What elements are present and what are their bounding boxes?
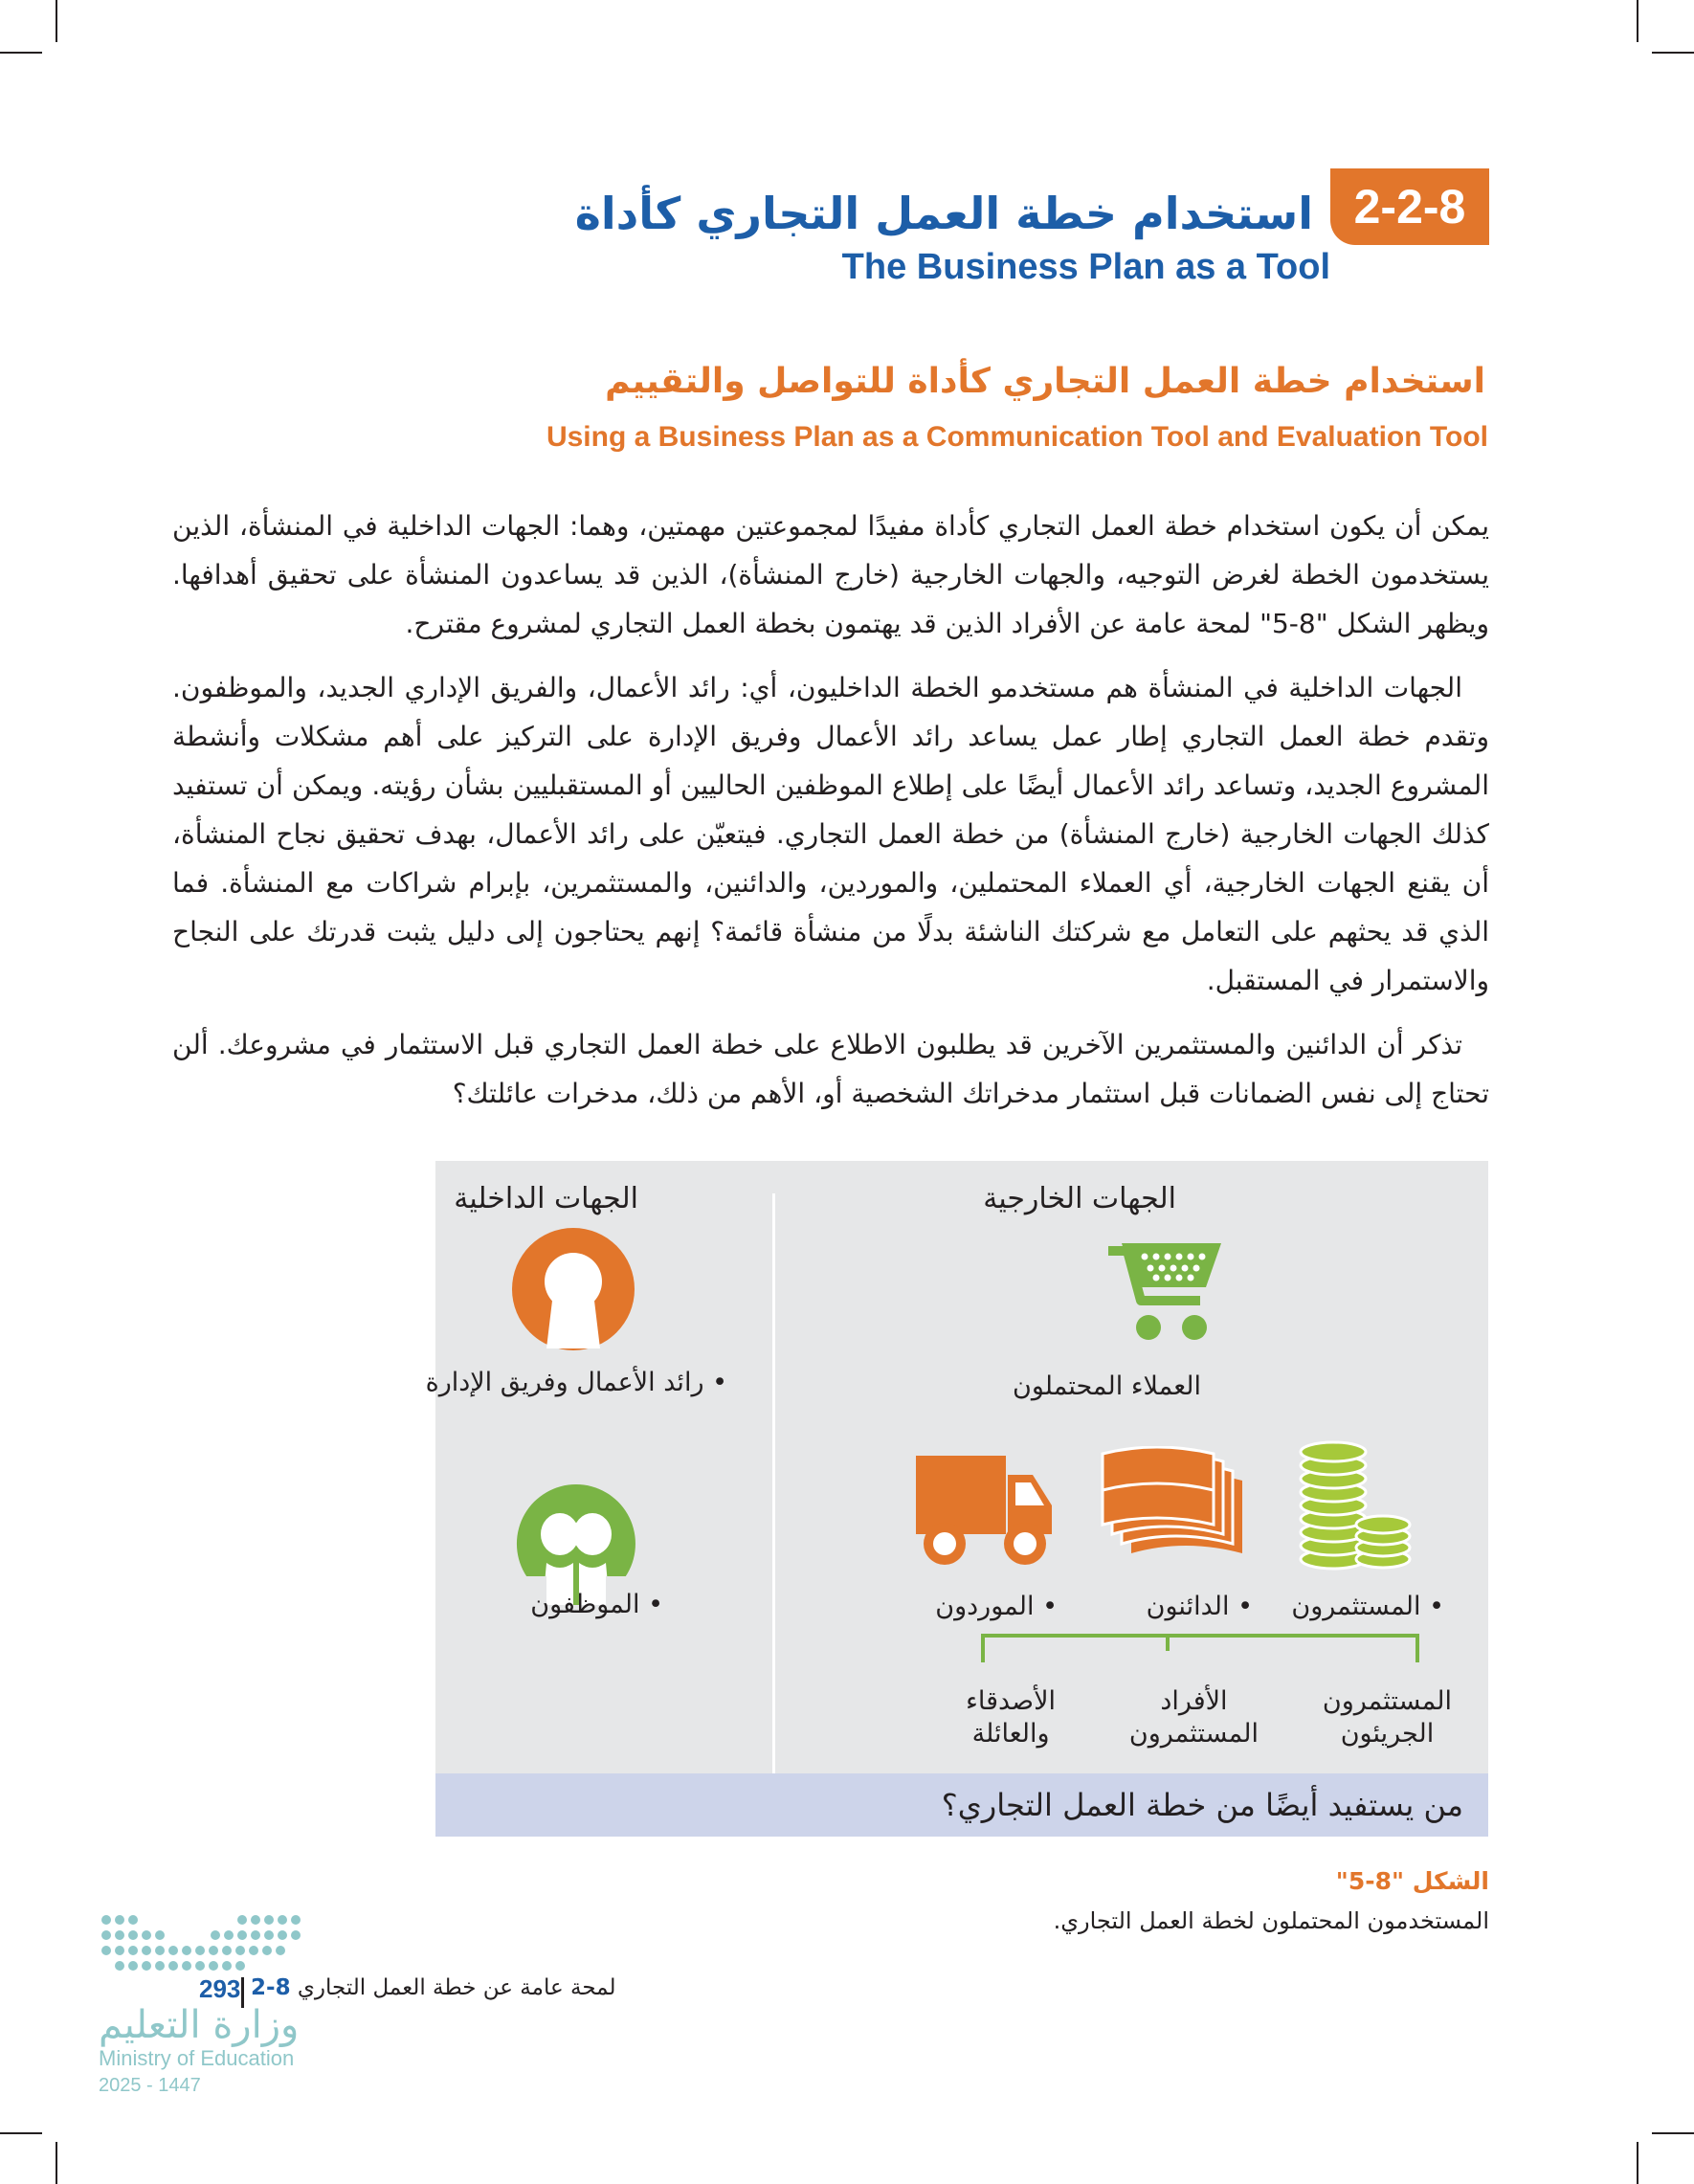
paragraph: تذكر أن الدائنين والمستثمرين الآخرين قد يطلبون الاطلاع على خطة العمل التجاري قبل الاستثمار في مشروعك. ألن تحتاج إلى نفس الضمانات قبل استثمار مدخراتك الشخصية أو، الأهم من ذلك، مدخرات عائلتك؟ [172,1029,1489,1109]
figure-divider [772,1193,775,1773]
figure-question-band: من يستفيد أيضًا من خطة العمل التجاري؟ [435,1773,1488,1837]
footer-chapter-number: 8-2 [251,1975,291,2000]
investor-type-line: المستثمرون [1128,1719,1259,1749]
crop-mark [1637,0,1638,42]
investor-bracket [981,1630,1421,1664]
internal-item-employees: • الموظفون [530,1590,663,1619]
banknotes-icon [1099,1446,1252,1565]
crop-mark [1652,52,1694,54]
ministry-year: 2025 - 1447 [99,2075,201,2096]
crop-mark [0,2132,42,2134]
subsection-title-en: Using a Business Plan as a Communication Tool and Evaluation Tool [546,421,1488,453]
external-item-creditors: • الدائنون [1146,1592,1253,1621]
internal-title: الجهات الداخلية [454,1182,638,1215]
paragraph: الجهات الداخلية في المنشأة هم مستخدمو الخطة الداخليون، أي: رائد الأعمال، والفريق الإداري الجديد، والموظفون. وتقدم خطة العمل التجاري إطار عمل يساعد رائد الأعمال وفريق الإدارة على التركيز على أهم مشكلات وأنشطة المشروع الجديد، وتساعد رائد الأعمال أيضًا على إطلاع الموظفين الحاليين أو المستقبليين بشأن رؤيته. ويمكن أن تستفيد كذلك الجهات الخارجية (خارج المنشأة) من خطة العمل التجاري. فيتعيّن على رائد الأعمال، بهدف تحقيق نجاح المنشأة، أن يقنع الجهات الخارجية، أي العملاء المحتملين، والموردين، والدائنين، والمستثمرين، بإبرام شراكات مع المنشأة. فما الذي قد يحثهم على التعامل مع شركتك الناشئة بدلًا من منشأة قائمة؟ إنهم يحتاجون إلى دليل يثبت قدرتك على النجاح والاستمرار في المستقبل. [172,672,1489,996]
truck-icon [914,1450,1056,1569]
crop-mark [56,2142,57,2184]
external-title: الجهات الخارجية [983,1182,1176,1215]
employees-icon [514,1481,638,1605]
section-title-ar: استخدام خطة العمل التجاري كأداة [574,188,1313,239]
investor-type-line: المستثمرون [1322,1686,1452,1716]
external-item-investors: • المستثمرون [1291,1592,1444,1621]
investor-type-line: الأصدقاء [966,1686,1056,1716]
entrepreneur-icon [510,1226,636,1352]
subsection-title-ar: استخدام خطة العمل التجاري كأداة للتواصل والتقييم [605,362,1485,401]
paragraph: يمكن أن يكون استخدام خطة العمل التجاري كأداة مفيدًا لمجموعتين مهمتين، وهما: الجهات الداخلية في المنشأة، الذين يستخدمون الخطة لغرض التوجيه، والجهات الخارجية (خارج المنشأة)، الذين قد يساعدون المنشأة على تحقيق أهدافها. ويظهر الشكل "8-5" لمحة عامة عن الأفراد الذين قد يهتمون بخطة العمل التجاري لمشروع مقترح. [172,510,1489,639]
ministry-name-en: Ministry of Education [99,2046,295,2070]
investor-type-individual [1129,1685,1259,1750]
external-item-suppliers: • الموردون [935,1592,1058,1621]
body-text [172,501,1489,1133]
shopping-cart-icon [1101,1239,1225,1343]
investor-type-friends-family [966,1685,1056,1750]
ministry-logo-dots [99,1912,305,1973]
section-number-badge: 2-2-8 [1330,168,1489,245]
customers-label: العملاء المحتملون [1013,1371,1201,1401]
investor-type-line: والعائلة [971,1719,1050,1749]
section-title-en: The Business Plan as a Tool [841,247,1330,287]
footer-chapter [251,1975,615,2000]
investor-type-venture [1323,1685,1452,1750]
page-number: 293 [199,1974,241,2003]
crop-mark [0,52,42,54]
coins-icon [1297,1438,1412,1572]
crop-mark [1652,2132,1694,2134]
internal-item-entrepreneur: • رائد الأعمال وفريق الإدارة [425,1368,727,1397]
figure-users-diagram [425,1161,1488,1837]
crop-mark [56,0,57,42]
figure-caption-text: المستخدمون المحتملون لخطة العمل التجاري. [1053,1907,1489,1934]
figure-caption-title: الشكل "8-5" [1335,1867,1489,1895]
ministry-name-ar: وزارة التعليم [99,2003,300,2047]
investor-type-line: الجريئون [1340,1719,1435,1749]
crop-mark [1637,2142,1638,2184]
investor-type-line: الأفراد [1160,1686,1228,1716]
footer-chapter-text: لمحة عامة عن خطة العمل التجاري [297,1975,616,2000]
